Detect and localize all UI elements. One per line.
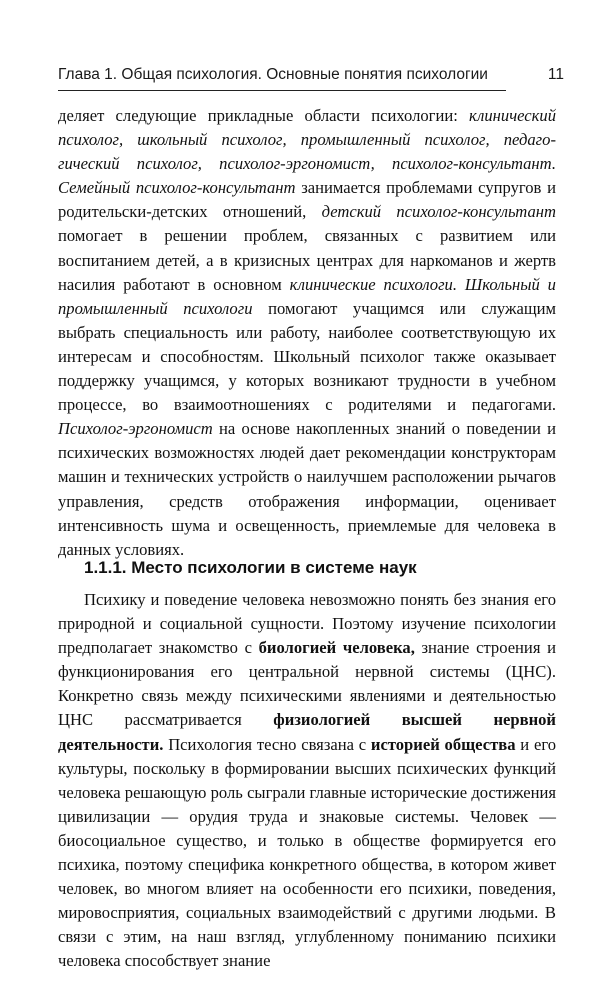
paragraph-text <box>58 588 556 974</box>
italic-term: детский психолог-консультант <box>321 202 556 222</box>
italic-term: Психолог-эргономист <box>58 419 213 439</box>
italic-term: клинический психолог, школьный психолог, промышленный психолог, педагогический психолог, психолог-эргономист, психолог-консультант. <box>58 106 556 174</box>
text-run: и его культуры, поскольку в формировании высших психических функций человека решающую роль сыграли главные исторические достижения цивилизации — орудия труда и знаковые системы. Человек — биосоциальное существо, и только в обществе формируется его психика, поэтому специфика конкретного общества, в котором живет человек, во многом влияет на особенности его психики, поведения, мировосприятия, социальных взаимодействий с другими людьми. В связи с этим, на наш взгляд, углубленному пониманию психики человека способствует знание <box>58 734 557 971</box>
italic-term: клинические психологи. <box>289 274 457 294</box>
italic-term: Школьный и промышленный психологи <box>58 274 556 318</box>
text-run: помогают учащимся или служащим выбрать специальность или работу, наиболее соответствующую их интересам и способностям. Школьный психолог также оказывает поддержку учащимся, у которых возникают трудности в учебном процессе, во взаимоотношениях с родителями и педагогами. <box>58 298 556 415</box>
bold-term: биологией человека, <box>258 638 415 658</box>
running-title: Глава 1. Общая психология. Основные понятия психологии <box>58 66 488 83</box>
paragraph-applied-areas <box>58 104 556 562</box>
bold-term: физиологией высшей нервной деятельности. <box>58 710 556 754</box>
text-run: занимается проблемами супругов и родительски-детских отношений, <box>58 178 556 222</box>
running-header <box>58 66 564 88</box>
italic-term: Семейный психолог-консультант <box>58 178 296 198</box>
text-run <box>457 275 465 294</box>
page-number: 11 <box>547 66 564 83</box>
text-run: деляет следующие прикладные области психологии: <box>58 106 470 125</box>
header-rule <box>58 90 506 91</box>
paragraph-place-of-psychology <box>58 588 556 974</box>
text-run: Психику и поведение человека невозможно понять без знания его природной и социальной сущности. Поэтому изучение психологии предполагает знакомство с <box>58 590 556 658</box>
section-heading: 1.1.1. Место психологии в системе наук <box>84 558 417 577</box>
bold-term: историей общества <box>370 734 516 754</box>
text-run: помогает в решении проблем, связанных с развитием или воспитанием детей, а в кризисных центрах для наркоманов и жертв насилия работают в основном <box>58 226 556 294</box>
text-run: знание строения и функционирования его центральной нервной системы (ЦНС). Конкретно связь между психическими явлениями и деятельностью ЦНС рассматривается <box>58 638 556 730</box>
text-run: на основе накопленных знаний о поведении и психических возможностях людей дает рекомендации конструкторам машин и технических устройств о наилучшем расположении рычагов управления, средств отображения информации, оценивает интенсивность шума и освещенность, приемлемые для человека в данных условиях. <box>58 419 556 559</box>
text-run: Психология тесно связана с <box>163 734 371 754</box>
paragraph-text <box>58 104 556 562</box>
